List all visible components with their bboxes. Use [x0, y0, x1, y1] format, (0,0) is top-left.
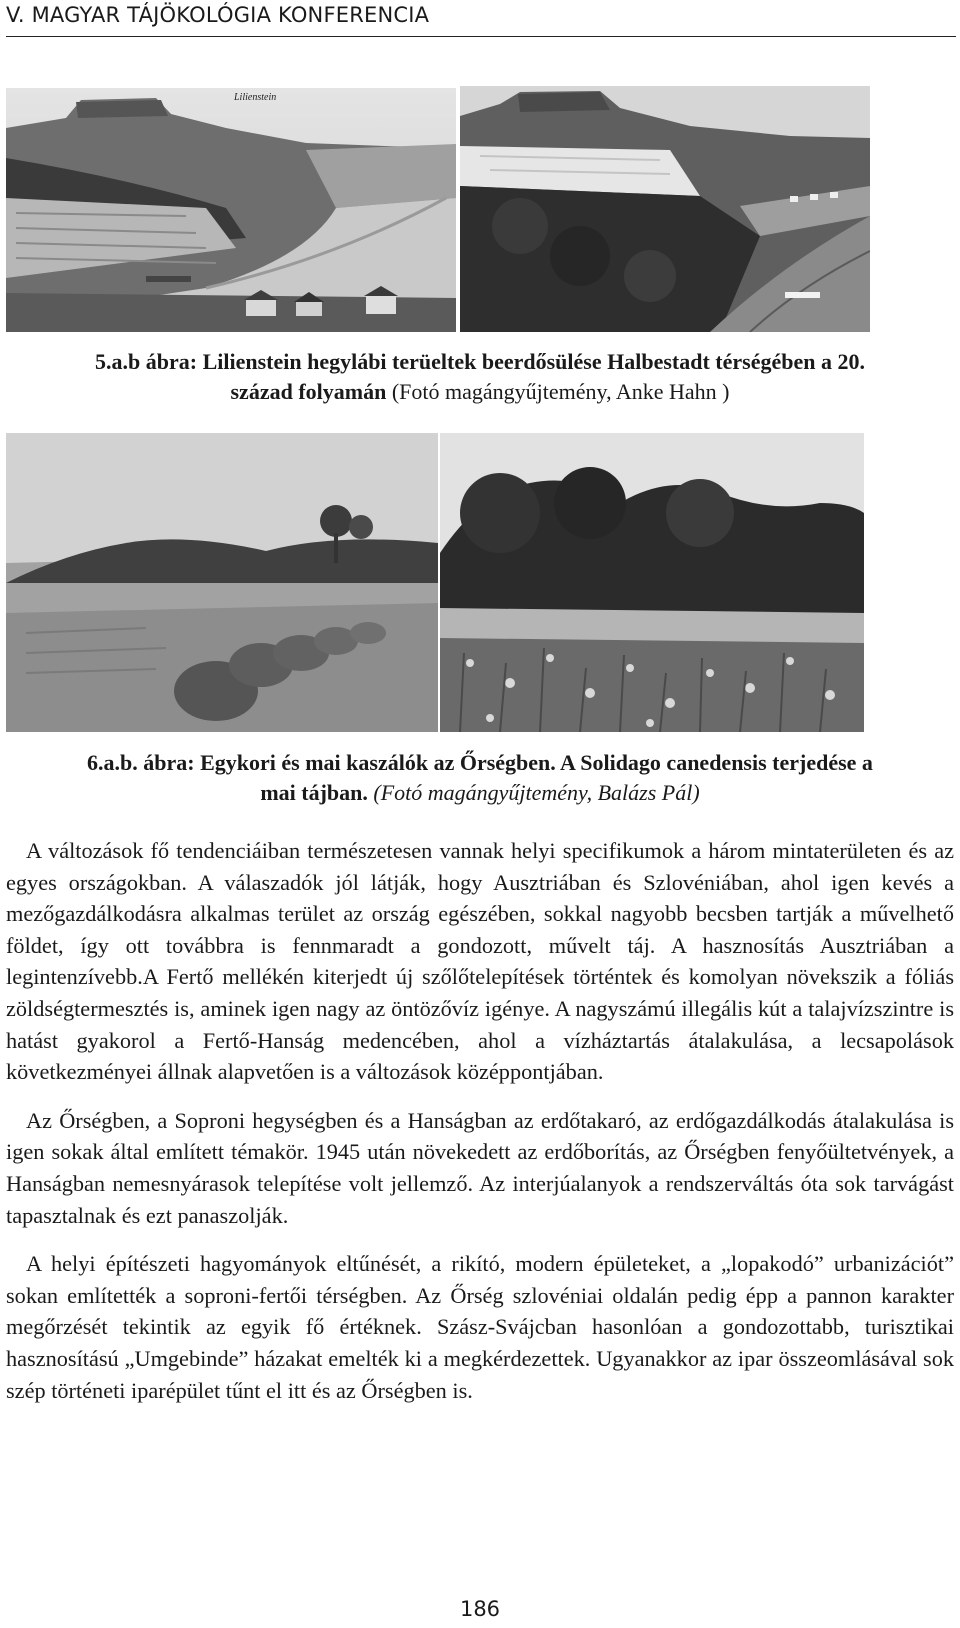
paragraph-3: A helyi építészeti hagyományok eltűnését, a rikító, modern épületeket, a „lopakodó” urbanizációt” sokan említették a soproni-fertői térségben. Az Őrség szlovéniai oldalán pedig épp a pannon karakter megőrzését tekintik az egyik fő értéknek. Szász-Svájcban hasonlóan a gondozottabb, turisztikai hasznosítású „Umgebinde” házakat emelték ki a megkérdezettek. Ugyanakkor az ipar összeomlásával sok szép történeti iparépület tűnt el itt és az Őrségben is. — [6, 1251, 954, 1403]
lilienstein-historical-photo — [6, 88, 456, 332]
figure-5-photo-credit: (Fotó magángyűjtemény, Anke Hahn ) — [391, 379, 730, 404]
meadow-solidago-photo — [440, 433, 864, 732]
figure-6-caption-line2-bold: mai tájban. — [260, 780, 368, 805]
lilienstein-recent-photo — [460, 86, 870, 332]
conference-title: V. MAGYAR TÁJÖKOLÓGIA KONFERENCIA — [6, 3, 430, 27]
lilienstein-label: Lilienstein — [234, 92, 277, 103]
meadow-historical-photo — [6, 433, 438, 732]
page-number: 186 — [459, 1597, 501, 1621]
figure-5-caption-line1: 5.a.b ábra: Lilienstein hegylábi terüeltek beerdősülése Halbestadt térségében a 20. — [95, 349, 865, 374]
figure-6-caption — [0, 748, 960, 808]
paragraph-1: A változások fő tendenciáiban természetesen vannak helyi specifikumok a három mintaterületen és az egyes országokban. A válaszadók jól látják, hogy Ausztriában és Szlovéniában, ahol igen kevés a mezőgazdálkodásra alkalmas terület az ország egészében, sokkal nagyobb becsben tartják a művelhető földet, így ott továbbra is fennmaradt a gondozott, művelt táj. A hasznosítás Ausztriában a legintenzívebb.A Fertő mellékén kiterjedt új szőlőtelepítések történtek és komolyan növekszik a fóliás zöldségtermesztés is, aminek igen nagy az öntözővíz igénye. A nagyszámú illegális kút a talajvízszintre is hatást gyakorol a Fertő-Hanság medencében, ahol a vízháztartás átalakulása, a lecsapolások következményei állnak alapvetően is a változások középpontjában. — [6, 838, 954, 1085]
paragraph-2: Az Őrségben, a Soproni hegységben és a Hanságban az erdőtakaró, az erdőgazdálkodás átalakulása is igen sokak által említett témakör. 1945 után növekedett az erdőborítás, az Őrségben fenyőültetvények, a Hanságban nemesnyárasok telepítése volt jellemző. Az interjúalanyok a rendszerváltás óta sok tarvágást tapasztalnak és ezt panaszolják. — [6, 1107, 954, 1228]
body-text — [6, 835, 954, 1423]
figure-6-caption-line1: 6.a.b. ábra: Egykori és mai kaszálók az Őrségben. A Solidago canedensis terjedése a — [87, 750, 873, 775]
running-header — [6, 0, 956, 37]
figure-5-caption-line2-bold: század folyamán — [230, 379, 387, 404]
figure-5-caption — [0, 347, 960, 407]
figure-6-photo-credit: (Fotó magángyűjtemény, Balázs Pál) — [373, 780, 700, 805]
